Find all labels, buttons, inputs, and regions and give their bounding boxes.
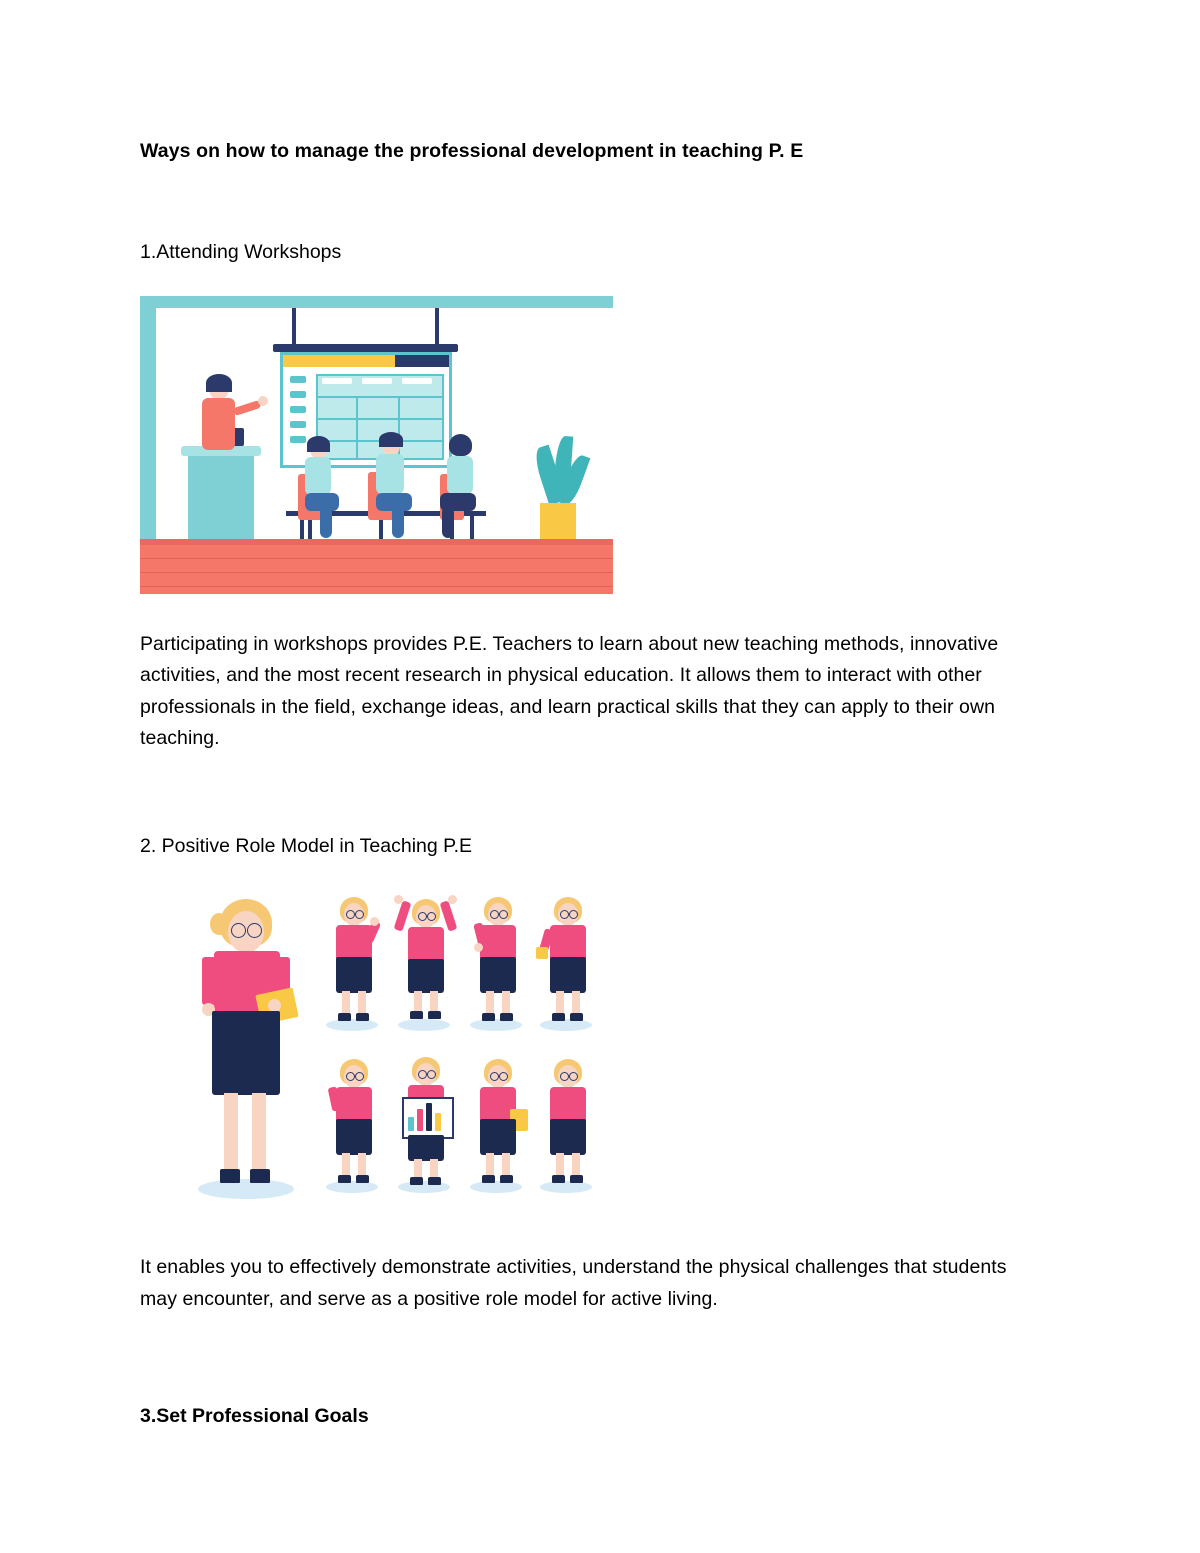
attendee-lower-leg <box>392 506 404 538</box>
figure-shadow <box>540 1019 592 1031</box>
attendee-body <box>305 457 331 495</box>
screen-chip <box>290 376 306 383</box>
screen-chip <box>290 421 306 428</box>
figure-shadow <box>398 1019 450 1031</box>
spacer <box>140 755 1040 833</box>
podium <box>188 454 254 544</box>
figure-shadow <box>326 1019 378 1031</box>
screen-chip <box>290 406 306 413</box>
spacer <box>140 1315 1040 1403</box>
figure-shoe <box>428 1011 441 1019</box>
figure-top <box>550 925 586 959</box>
figure-shadow <box>398 1181 450 1193</box>
screen-rod-right <box>435 308 439 348</box>
cup-icon <box>536 947 548 959</box>
figure-shoe <box>428 1177 441 1185</box>
figure-skirt <box>408 959 444 993</box>
attendee-hair <box>449 434 472 456</box>
screen-table-line <box>356 396 358 460</box>
figure-top <box>336 1087 372 1121</box>
figure-shoe <box>410 1177 423 1185</box>
chart-bar <box>408 1117 414 1131</box>
figure-shoe <box>552 1175 565 1183</box>
figure-skirt <box>212 1011 280 1095</box>
screen-table-cell <box>322 378 352 384</box>
figure-arm <box>202 957 216 1005</box>
spacer <box>140 859 1040 891</box>
chart-bar <box>435 1113 441 1131</box>
figure-top <box>336 925 372 959</box>
figure-leg <box>252 1093 266 1175</box>
figure-skirt <box>480 957 516 993</box>
figure-shoe <box>410 1011 423 1019</box>
floor-line <box>140 572 613 574</box>
figure-shoe <box>220 1169 240 1183</box>
figure-skirt <box>480 1119 516 1155</box>
attendee-hair <box>307 436 330 452</box>
attendee-body <box>447 456 473 494</box>
section-paragraph-2: It enables you to effectively demonstrate activities, understand the physical challenges that students may encounter, and serve as a positive role model for active living. <box>140 1256 1007 1310</box>
figure-shadow <box>470 1181 522 1193</box>
document-content <box>140 138 1040 1430</box>
figure-skirt <box>336 957 372 993</box>
figure-hand <box>448 895 457 904</box>
figure-shoe <box>570 1175 583 1183</box>
figure-shadow <box>198 1179 294 1199</box>
speaker-hair <box>206 374 232 392</box>
screen-table-line <box>316 396 444 398</box>
figure-top <box>550 1087 586 1121</box>
figure-skirt <box>408 1135 444 1161</box>
figure-shoe <box>356 1175 369 1183</box>
speaker-body <box>202 398 235 450</box>
spacer <box>140 266 1040 296</box>
spacer <box>140 164 1040 239</box>
floor-line <box>140 558 613 560</box>
section-heading-2: 2. Positive Role Model in Teaching P.E <box>140 834 473 857</box>
figure-top <box>408 927 444 961</box>
screen-chip <box>290 391 306 398</box>
floor-line <box>140 586 613 588</box>
figure-skirt <box>336 1119 372 1155</box>
section-heading-3: 3.Set Professional Goals <box>140 1405 369 1428</box>
figure-shoe <box>552 1013 565 1021</box>
screen-table-cell <box>362 378 392 384</box>
section-paragraph-1: Participating in workshops provides P.E. Teachers to learn about new teaching methods, innovative activities, and the most recent research in physical education. It allows them to interact with other professionals in the field, exchange ideas, and learn practical skills that they can apply to their own teaching. <box>140 632 999 750</box>
figure-skirt <box>550 957 586 993</box>
workshop-illustration <box>140 296 613 594</box>
figure-shoe <box>356 1013 369 1021</box>
wall-left-band <box>140 296 156 546</box>
figure-shoe <box>500 1175 513 1183</box>
attendee-lower-leg <box>442 506 454 538</box>
figure-shoe <box>500 1013 513 1021</box>
attendee-hair <box>379 432 403 447</box>
baseboard <box>140 539 613 545</box>
figure-shoe <box>482 1013 495 1021</box>
spacer <box>140 1216 1040 1252</box>
screen-table <box>316 374 444 460</box>
speaker-hand <box>258 396 268 406</box>
figure-shadow <box>470 1019 522 1031</box>
figure-shoe <box>570 1013 583 1021</box>
figure-leg <box>224 1093 238 1175</box>
attendee-lower-leg <box>320 506 332 538</box>
figure-shoe <box>338 1013 351 1021</box>
figure-shoe <box>250 1169 270 1183</box>
figure-shadow <box>326 1181 378 1193</box>
spacer <box>140 594 1040 629</box>
screen-rod-left <box>292 308 296 348</box>
screen-chip <box>290 436 306 443</box>
section-heading-1: 1.Attending Workshops <box>140 241 342 264</box>
screen-table-cell <box>402 378 432 384</box>
figure-shoe <box>338 1175 351 1183</box>
figure-skirt <box>550 1119 586 1155</box>
wall-top-band <box>140 296 613 308</box>
screen-header-accent <box>395 355 449 367</box>
screen-mount <box>273 344 458 352</box>
chart-bar <box>417 1109 423 1131</box>
teacher-poses-illustration <box>180 891 617 1216</box>
page-title: Ways on how to manage the professional development in teaching P. E <box>140 140 804 162</box>
screen-table-line <box>316 418 444 420</box>
figure-shadow <box>540 1181 592 1193</box>
figure-shoe <box>482 1175 495 1183</box>
attendee-body <box>376 454 404 494</box>
chart-bar <box>426 1103 432 1131</box>
